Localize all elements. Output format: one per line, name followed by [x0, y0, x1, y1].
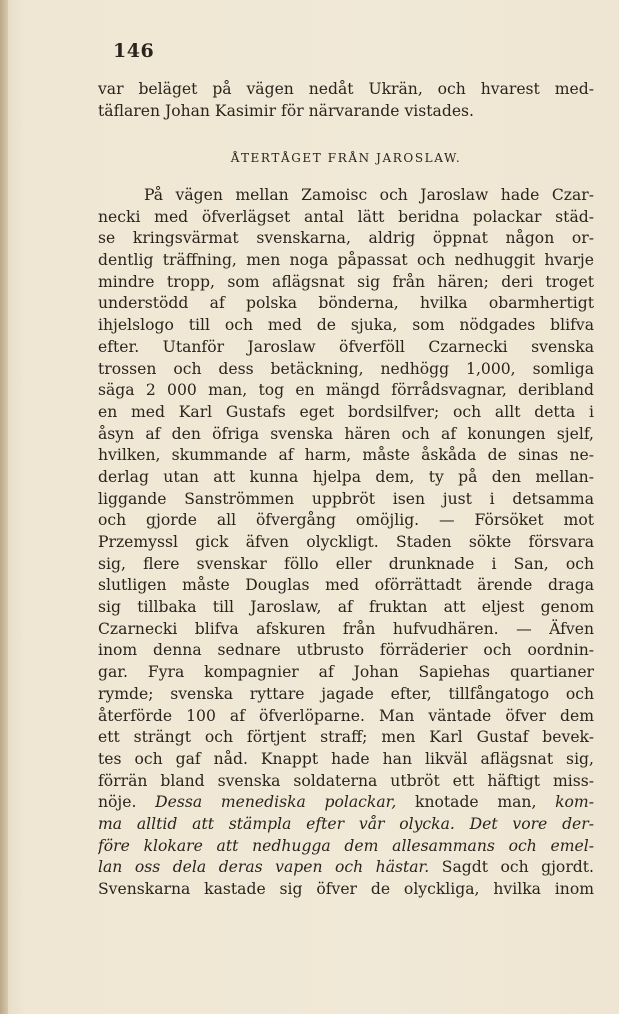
text-line-mixed: [98, 792, 594, 814]
text-run: nöje.: [98, 793, 156, 812]
text-line: Czarnecki blifva afskuren från hufvudhären. — Äfven: [98, 619, 594, 638]
text-line: och gjorde all öfvergång omöjlig. — Försöket mot: [98, 511, 594, 530]
text-line: derlag utan att kunna hjelpa dem, ty på den mellan-: [98, 467, 594, 486]
text-line: säga 2 000 man, tog en mängd förrådsvagnar, deribland: [98, 381, 594, 400]
text-line: Svenskarna kastade sig öfver de olyckliga, hvilka inom: [98, 880, 594, 898]
italic-run: kom-: [555, 793, 594, 812]
italic-line: före klokare att nedhugga dem allesammans och emel-: [98, 836, 594, 855]
text-line: inom denna sednare utbrusto förräderier och oordnin-: [98, 641, 594, 660]
text-line: sig, flere svenskar föllo eller drunknade i San, och: [98, 554, 594, 573]
text-line: ihjelslogo till och med de sjuka, som nödgades blifva: [98, 316, 594, 335]
text-run: knotade man,: [396, 793, 556, 812]
text-line-mixed: [98, 857, 594, 879]
italic-run: Dessa menediska polackar,: [155, 793, 397, 812]
text-line: dentlig träffning, men noga påpassat och nedhuggit hvarje: [98, 251, 594, 270]
text-line: se kringsvärmat svenskarna, aldrig öppnat någon or-: [98, 229, 594, 248]
text-line: ett strängt och förtjent straff; men Karl Gustaf bevek-: [98, 728, 594, 747]
text-line: necki med öfverlägset antal lätt beridna polackar städ-: [98, 207, 594, 226]
text-line: förrän bland svenska soldaterna utbröt ett häftigt miss-: [98, 771, 594, 790]
section-heading: ÅTERTÅGET FRÅN JAROSLAW.: [230, 151, 462, 165]
text-line: efter. Utanför Jaroslaw öfverföll Czarnecki svenska: [98, 337, 594, 356]
text-line: tes och gaf nåd. Knappt hade han likväl aflägsnat sig,: [98, 749, 594, 768]
text-line: täflaren Johan Kasimir för närvarande vistades.: [98, 101, 475, 120]
text-line: trossen och dess betäckning, nedhögg 1,000, somliga: [98, 359, 594, 378]
text-line: hvilken, skummande af harm, måste åskåda de sinas ne-: [98, 446, 594, 465]
page-binding-edge: [0, 0, 8, 1014]
text-line: gar. Fyra kompagnier af Johan Sapiehas quartianer: [98, 663, 594, 682]
italic-run: lan oss dela deras vapen och hästar.: [98, 858, 430, 877]
text-line: en med Karl Gustafs eget bordsilfver; och allt detta i: [98, 402, 594, 421]
main-paragraph: [98, 185, 594, 901]
italic-line: ma alltid att stämpla efter vår olycka. Det vore der-: [98, 814, 594, 833]
page-number: 146: [113, 40, 155, 62]
text-line: understödd af polska bönderna, hvilka obarmhertigt: [98, 294, 594, 313]
text-run: Sagdt och gjordt.: [429, 858, 594, 877]
text-line: sig tillbaka till Jaroslaw, af fruktan att eljest genom: [98, 598, 594, 617]
text-line: återförde 100 af öfverlöparne. Man väntade öfver dem: [98, 706, 594, 725]
top-paragraph: [98, 79, 594, 122]
text-line: var beläget på vägen nedåt Ukrän, och hvarest med-: [98, 80, 594, 98]
text-line: åsyn af den öfriga svenska hären och af konungen sjelf,: [98, 424, 594, 443]
text-line: rymde; svenska ryttare jagade efter, tillfångatogo och: [98, 684, 594, 703]
text-line: slutligen måste Douglas med oförrättadt ärende draga: [98, 576, 594, 595]
text-line: Przemyssl gick äfven olyckligt. Staden sökte försvara: [98, 533, 594, 551]
text-line: liggande Sanströmmen uppbröt isen just i detsamma: [98, 489, 594, 508]
text-line: På vägen mellan Zamoisc och Jaroslaw hade Czar-: [144, 186, 594, 204]
text-line: mindre tropp, som aflägsnat sig från hären; deri troget: [98, 272, 594, 291]
